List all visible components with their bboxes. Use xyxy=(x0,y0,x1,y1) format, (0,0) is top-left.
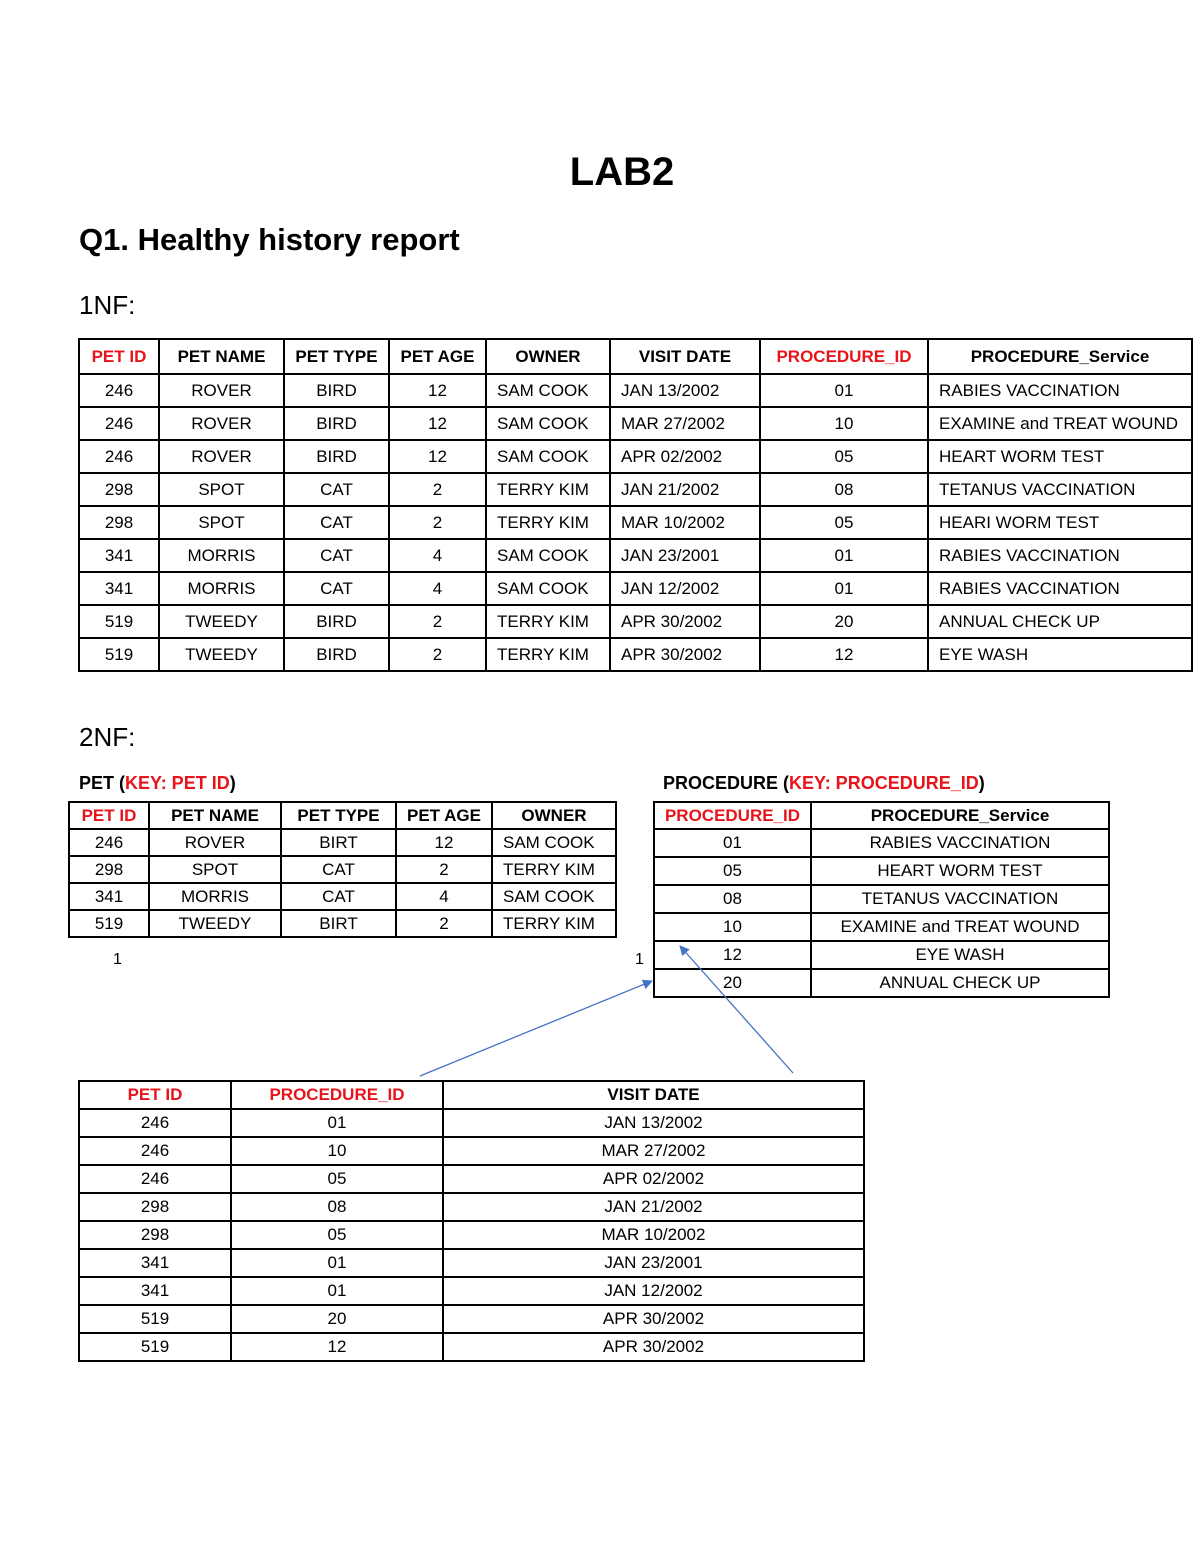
visit-table-cell: 341 xyxy=(79,1249,231,1277)
pet-table-cell: 246 xyxy=(69,829,149,856)
nf1-header-cell: PET AGE xyxy=(389,339,486,374)
visit-table-cell: 08 xyxy=(231,1193,443,1221)
visit-table-cell: 519 xyxy=(79,1333,231,1361)
procedure-caption-suffix: ) xyxy=(978,773,985,793)
nf1-table-cell: 519 xyxy=(79,638,159,671)
nf1-table-cell: 341 xyxy=(79,539,159,572)
nf1-table-cell: SAM COOK xyxy=(486,374,610,407)
nf1-table-cell: 4 xyxy=(389,572,486,605)
pet-header-cell: PET NAME xyxy=(149,802,281,829)
nf1-table-cell: JAN 23/2001 xyxy=(610,539,760,572)
procedure-cardinality: 1 xyxy=(635,951,644,968)
nf1-table-cell: ROVER xyxy=(159,407,284,440)
visit-table-cell: 05 xyxy=(231,1221,443,1249)
document-title: LAB2 xyxy=(569,150,675,194)
nf1-table-cell: 05 xyxy=(760,506,928,539)
nf1-table-cell: 246 xyxy=(79,374,159,407)
visit-table-cell: APR 30/2002 xyxy=(443,1305,864,1333)
nf1-table-cell: SAM COOK xyxy=(486,407,610,440)
pet-cardinality: 1 xyxy=(113,951,122,968)
nf1-table-cell: SAM COOK xyxy=(486,572,610,605)
visit-table-cell: 246 xyxy=(79,1137,231,1165)
visit-table-cell: JAN 23/2001 xyxy=(443,1249,864,1277)
pet-header-cell: PET TYPE xyxy=(281,802,396,829)
visit-table-cell: 01 xyxy=(231,1109,443,1137)
nf1-table-cell: 2 xyxy=(389,605,486,638)
arrow-visit-to-procedure xyxy=(420,981,652,1076)
nf1-table-cell: 01 xyxy=(760,572,928,605)
procedure-table-cell: 08 xyxy=(654,885,811,913)
visit-table-cell: 341 xyxy=(79,1277,231,1305)
nf1-table-cell: 2 xyxy=(389,473,486,506)
pet-header-cell: OWNER xyxy=(492,802,616,829)
nf1-table-cell: SAM COOK xyxy=(486,440,610,473)
pet-caption-prefix: PET ( xyxy=(79,773,126,793)
nf1-table-cell: TERRY KIM xyxy=(486,473,610,506)
nf1-table-cell: BIRD xyxy=(284,440,389,473)
pet-table-cell: TWEEDY xyxy=(149,910,281,937)
nf1-table-cell: CAT xyxy=(284,572,389,605)
nf1-table-cell: ROVER xyxy=(159,374,284,407)
visit-header-cell: PET ID xyxy=(79,1081,231,1109)
visit-table-cell: 01 xyxy=(231,1249,443,1277)
visit-table-cell: 298 xyxy=(79,1193,231,1221)
nf1-table-cell: 519 xyxy=(79,605,159,638)
visit-table-cell: APR 02/2002 xyxy=(443,1165,864,1193)
procedure-header-cell: PROCEDURE_ID xyxy=(654,802,811,829)
nf1-table-cell: 05 xyxy=(760,440,928,473)
visit-header-cell: VISIT DATE xyxy=(443,1081,864,1109)
procedure-table-cell: EYE WASH xyxy=(811,941,1109,969)
nf1-table-cell: CAT xyxy=(284,539,389,572)
nf1-table-cell: CAT xyxy=(284,506,389,539)
procedure-table-cell: 20 xyxy=(654,969,811,997)
nf1-table-cell: TERRY KIM xyxy=(486,605,610,638)
nf1-table-cell: BIRD xyxy=(284,605,389,638)
visit-table-cell: 298 xyxy=(79,1221,231,1249)
visit-table-cell: 20 xyxy=(231,1305,443,1333)
nf1-table-cell: JAN 12/2002 xyxy=(610,572,760,605)
pet-table-cell: SPOT xyxy=(149,856,281,883)
nf1-table-cell: 4 xyxy=(389,539,486,572)
nf1-table-cell: 12 xyxy=(389,440,486,473)
pet-table-cell: SAM COOK xyxy=(492,883,616,910)
pet-table-cell: SAM COOK xyxy=(492,829,616,856)
pet-table-cell: CAT xyxy=(281,883,396,910)
nf1-table-cell: 2 xyxy=(389,506,486,539)
nf1-table-cell: SAM COOK xyxy=(486,539,610,572)
visit-table-cell: 10 xyxy=(231,1137,443,1165)
pet-table-cell: 2 xyxy=(396,856,492,883)
nf1-table-cell: 20 xyxy=(760,605,928,638)
pet-table-cell: MORRIS xyxy=(149,883,281,910)
procedure-table-cell: 10 xyxy=(654,913,811,941)
pet-header-cell: PET ID xyxy=(69,802,149,829)
nf1-table-cell: MORRIS xyxy=(159,572,284,605)
question-heading: Q1. Healthy history report xyxy=(79,222,460,257)
nf1-table-cell: APR 02/2002 xyxy=(610,440,760,473)
procedure-table-cell: TETANUS VACCINATION xyxy=(811,885,1109,913)
nf1-table-cell: APR 30/2002 xyxy=(610,638,760,671)
nf1-table-cell: 246 xyxy=(79,440,159,473)
pet-table-cell: BIRT xyxy=(281,829,396,856)
pet-caption-key: KEY: PET ID xyxy=(125,773,230,793)
nf1-table-cell: TWEEDY xyxy=(159,638,284,671)
nf1-table-cell: 12 xyxy=(389,407,486,440)
visit-table-cell: 519 xyxy=(79,1305,231,1333)
procedure-table-cell: 01 xyxy=(654,829,811,857)
nf1-table-cell: EXAMINE and TREAT WOUND xyxy=(928,407,1192,440)
procedure-caption-key: KEY: PROCEDURE_ID xyxy=(789,773,979,793)
nf1-table-cell: 2 xyxy=(389,638,486,671)
nf1-table-cell: TETANUS VACCINATION xyxy=(928,473,1192,506)
pet-table-cell: 4 xyxy=(396,883,492,910)
procedure-caption-prefix: PROCEDURE ( xyxy=(663,773,790,793)
procedure-table-cell: 12 xyxy=(654,941,811,969)
nf1-header-cell: OWNER xyxy=(486,339,610,374)
nf1-table-cell: CAT xyxy=(284,473,389,506)
procedure-table-cell: HEART WORM TEST xyxy=(811,857,1109,885)
nf1-table-cell: TERRY KIM xyxy=(486,506,610,539)
nf1-table-cell: 298 xyxy=(79,506,159,539)
pet-table-cell: TERRY KIM xyxy=(492,910,616,937)
nf1-header-cell: PROCEDURE_ID xyxy=(760,339,928,374)
nf1-table-cell: 12 xyxy=(389,374,486,407)
visit-table-cell: 05 xyxy=(231,1165,443,1193)
nf1-table-cell: BIRD xyxy=(284,374,389,407)
visit-table-cell: 246 xyxy=(79,1165,231,1193)
nf1-table-cell: BIRD xyxy=(284,638,389,671)
nf1-table-cell: EYE WASH xyxy=(928,638,1192,671)
pet-table-cell: 341 xyxy=(69,883,149,910)
nf1-header-cell: VISIT DATE xyxy=(610,339,760,374)
nf1-table-cell: HEART WORM TEST xyxy=(928,440,1192,473)
nf1-table-cell: 10 xyxy=(760,407,928,440)
visit-table-cell: MAR 10/2002 xyxy=(443,1221,864,1249)
pet-table-cell: ROVER xyxy=(149,829,281,856)
nf1-table-cell: ROVER xyxy=(159,440,284,473)
nf1-table-cell: SPOT xyxy=(159,506,284,539)
nf1-table-cell: 08 xyxy=(760,473,928,506)
procedure-table-cell: EXAMINE and TREAT WOUND xyxy=(811,913,1109,941)
nf1-label: 1NF: xyxy=(79,290,136,320)
nf1-table-cell: JAN 13/2002 xyxy=(610,374,760,407)
nf1-table-cell: 298 xyxy=(79,473,159,506)
visit-table-cell: JAN 12/2002 xyxy=(443,1277,864,1305)
nf1-table-cell: JAN 21/2002 xyxy=(610,473,760,506)
nf1-table-cell: TERRY KIM xyxy=(486,638,610,671)
nf1-table-cell: RABIES VACCINATION xyxy=(928,572,1192,605)
visit-table-cell: 12 xyxy=(231,1333,443,1361)
nf1-table-cell: TWEEDY xyxy=(159,605,284,638)
nf1-table-cell: HEARI WORM TEST xyxy=(928,506,1192,539)
pet-table-cell: 12 xyxy=(396,829,492,856)
nf1-table-cell: 246 xyxy=(79,407,159,440)
visit-table-cell: 01 xyxy=(231,1277,443,1305)
nf1-header-cell: PROCEDURE_Service xyxy=(928,339,1192,374)
nf1-table-cell: ANNUAL CHECK UP xyxy=(928,605,1192,638)
nf1-header-cell: PET ID xyxy=(79,339,159,374)
pet-table-cell: TERRY KIM xyxy=(492,856,616,883)
procedure-table-cell: ANNUAL CHECK UP xyxy=(811,969,1109,997)
nf1-table-cell: 01 xyxy=(760,539,928,572)
nf1-table-cell: RABIES VACCINATION xyxy=(928,374,1192,407)
nf1-header-cell: PET TYPE xyxy=(284,339,389,374)
nf1-header-cell: PET NAME xyxy=(159,339,284,374)
visit-table-cell: APR 30/2002 xyxy=(443,1333,864,1361)
nf1-table-cell: SPOT xyxy=(159,473,284,506)
visit-table-cell: JAN 13/2002 xyxy=(443,1109,864,1137)
pet-table-cell: 519 xyxy=(69,910,149,937)
pet-caption-suffix: ) xyxy=(229,773,236,793)
nf1-table-cell: MAR 27/2002 xyxy=(610,407,760,440)
nf1-table-cell: 01 xyxy=(760,374,928,407)
procedure-table-cell: RABIES VACCINATION xyxy=(811,829,1109,857)
arrow-visit-to-procedure-id xyxy=(680,946,793,1073)
nf1-table-cell: RABIES VACCINATION xyxy=(928,539,1192,572)
visit-table-cell: JAN 21/2002 xyxy=(443,1193,864,1221)
pet-table-cell: 2 xyxy=(396,910,492,937)
procedure-table-cell: 05 xyxy=(654,857,811,885)
nf1-table-cell: APR 30/2002 xyxy=(610,605,760,638)
pet-table-cell: CAT xyxy=(281,856,396,883)
nf2-label: 2NF: xyxy=(79,722,136,752)
nf1-table-cell: 12 xyxy=(760,638,928,671)
nf1-table-cell: 341 xyxy=(79,572,159,605)
nf1-table-cell: BIRD xyxy=(284,407,389,440)
visit-table-cell: MAR 27/2002 xyxy=(443,1137,864,1165)
visit-header-cell: PROCEDURE_ID xyxy=(231,1081,443,1109)
pet-table-cell: BIRT xyxy=(281,910,396,937)
procedure-header-cell: PROCEDURE_Service xyxy=(811,802,1109,829)
pet-table-cell: 298 xyxy=(69,856,149,883)
pet-header-cell: PET AGE xyxy=(396,802,492,829)
nf1-table-cell: MAR 10/2002 xyxy=(610,506,760,539)
nf1-table-cell: MORRIS xyxy=(159,539,284,572)
visit-table-cell: 246 xyxy=(79,1109,231,1137)
